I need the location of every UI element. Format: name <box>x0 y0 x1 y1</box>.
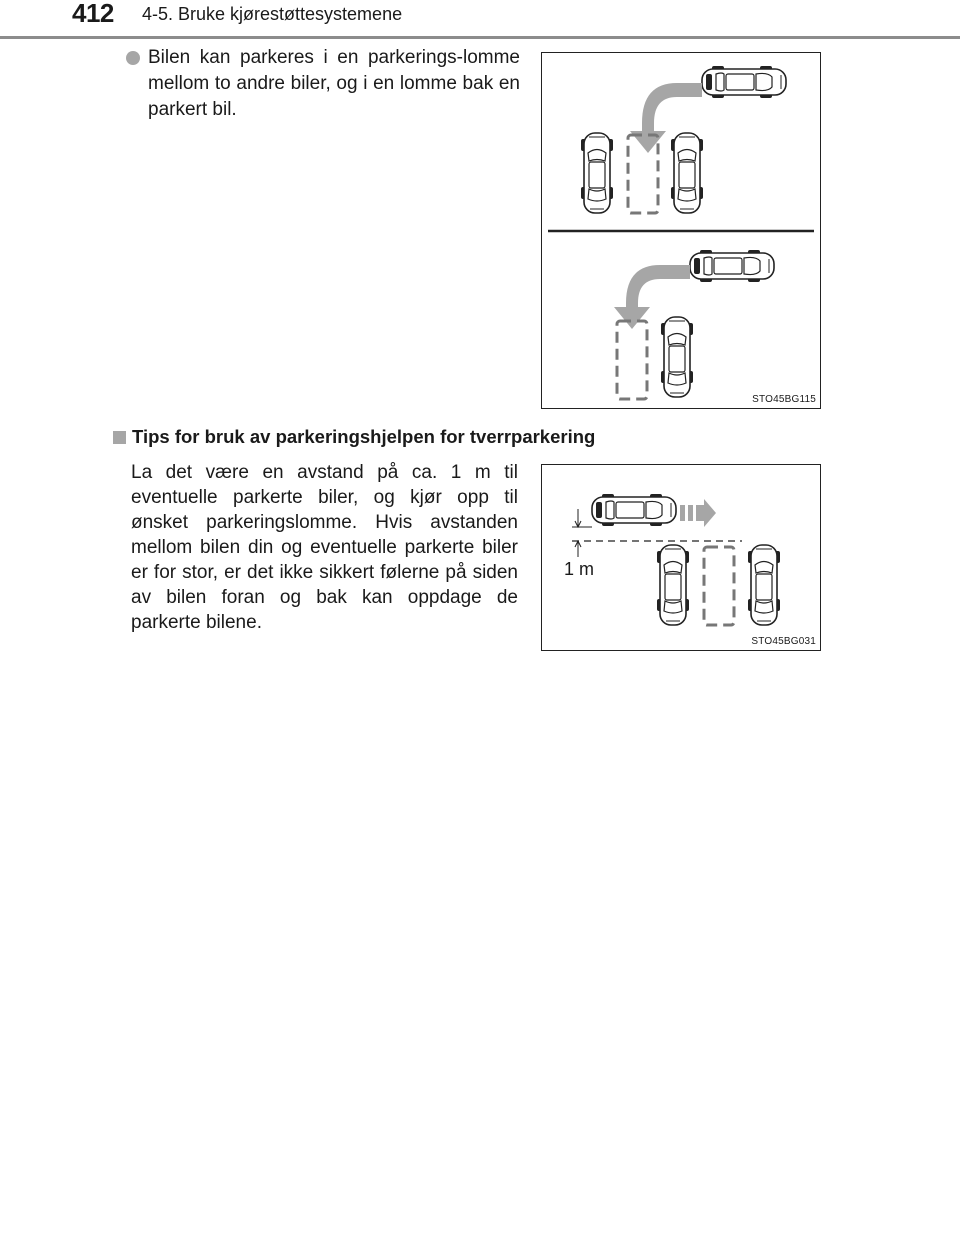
distance-diagram <box>542 465 820 650</box>
figure-code: STO45BG115 <box>752 394 816 405</box>
bullet-text: Bilen kan parkeres i en parkerings-lomme mellom to andre biler, og i en lomme bak en parkert bil. <box>148 47 520 120</box>
bullet-dot-icon <box>126 51 140 65</box>
direction-arrow-icon <box>680 499 716 527</box>
section-heading <box>113 426 595 448</box>
square-bullet-icon <box>113 431 126 444</box>
page-header <box>0 0 960 40</box>
parked-car-icon <box>661 317 693 397</box>
figure-distance <box>541 464 821 651</box>
moving-car-icon <box>690 250 774 282</box>
parked-car-icon <box>657 545 689 625</box>
parking-space-icon <box>617 321 647 399</box>
parked-car-icon <box>581 133 613 213</box>
parking-space-icon <box>704 547 734 625</box>
parked-car-icon <box>671 133 703 213</box>
moving-car-icon <box>702 66 786 98</box>
section-title: 4-5. Bruke kjørestøttesystemene <box>142 4 403 24</box>
body-paragraph: La det være en avstand på ca. 1 m til eventuelle parkerte biler, og kjør opp til ønsket parkeringslomme. Hvis avstanden mellom bilen din og eventuelle parkerte biler er for stor, er det ikke sikkert følerne på siden av bilen foran og bak kan oppdage de parkerte bilene. <box>131 462 518 633</box>
parked-car-icon <box>748 545 780 625</box>
parking-diagram <box>542 53 820 408</box>
figure-parking-pockets <box>541 52 821 409</box>
figure-code: STO45BG031 <box>751 636 816 647</box>
page-number: 412 <box>72 0 114 28</box>
distance-label: 1 m <box>564 559 595 579</box>
section-heading-text: Tips for bruk av parkeringshjelpen for tverrparkering <box>132 426 596 447</box>
moving-car-icon <box>592 494 676 526</box>
header-divider <box>0 36 960 39</box>
bullet-item <box>126 45 520 123</box>
